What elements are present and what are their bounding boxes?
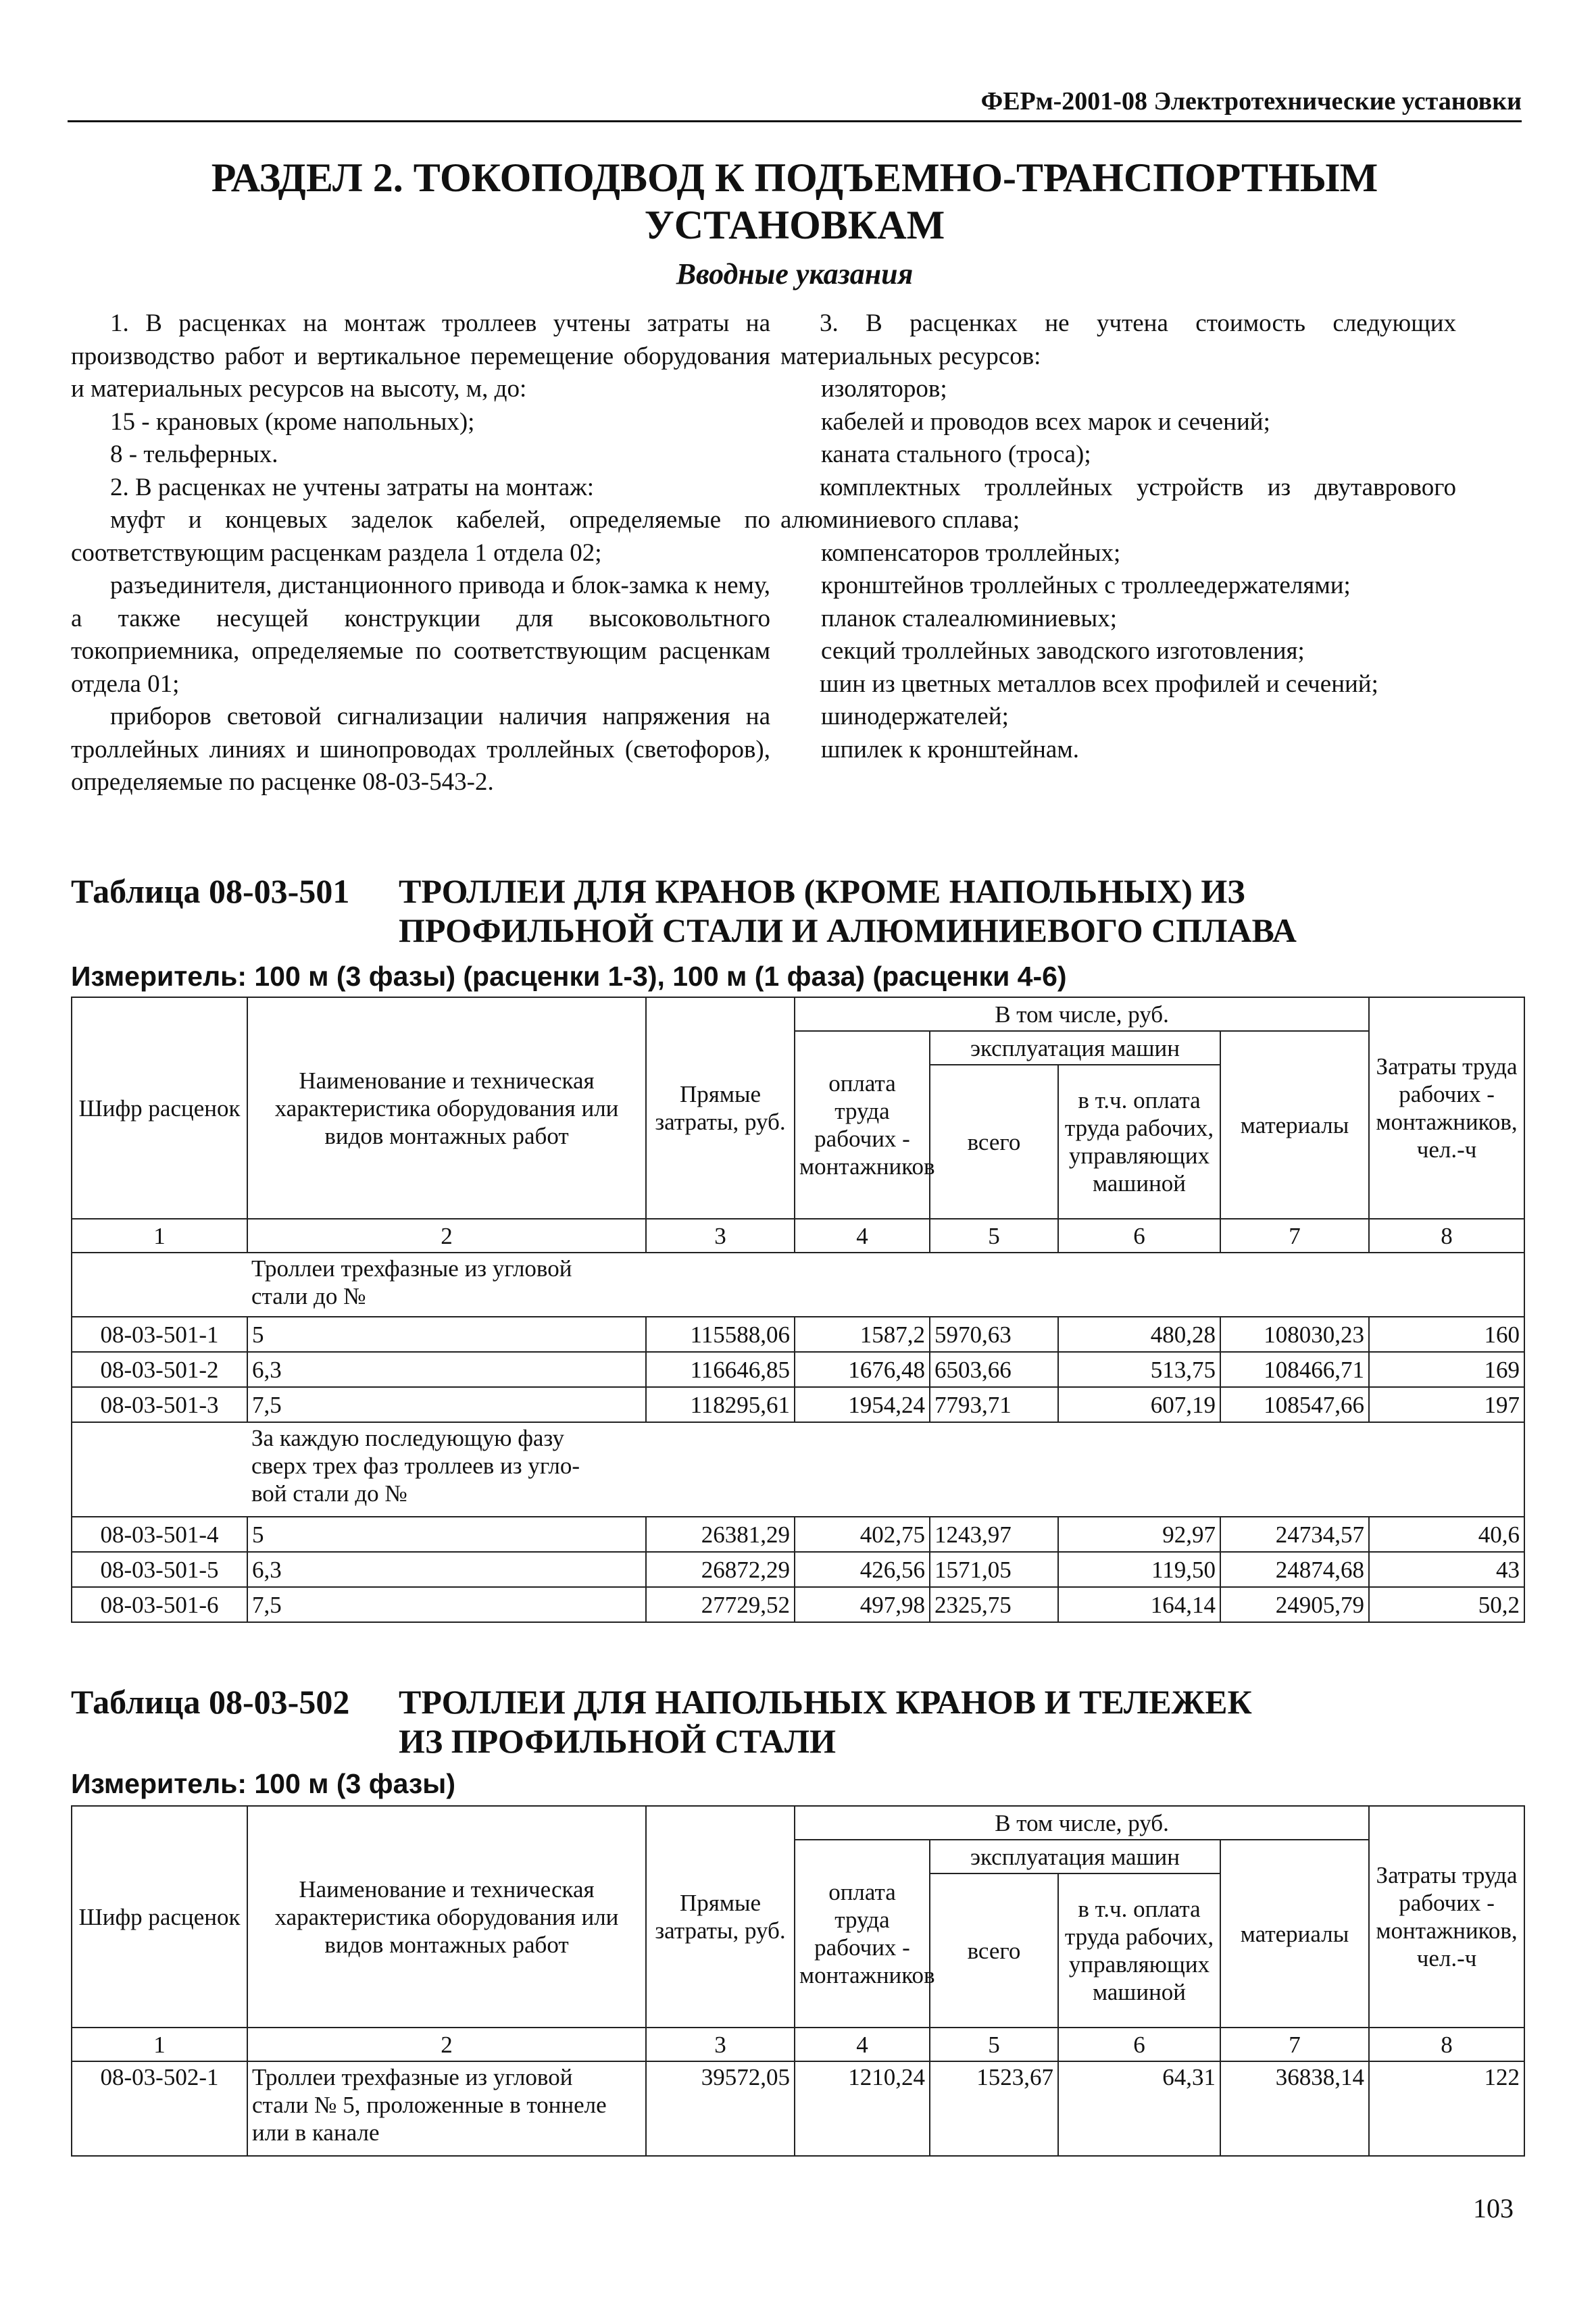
intro-list-item: изоляторов;	[821, 375, 947, 403]
header-materials: материалы	[1220, 1840, 1369, 2028]
cell-wages: 1210,24	[795, 2061, 930, 2156]
col-number: 6	[1058, 2028, 1220, 2061]
cell-code: 08-03-501-2	[72, 1352, 247, 1387]
cell-code: 08-03-501-6	[72, 1587, 247, 1622]
col-number: 4	[795, 1219, 930, 1253]
cell-machine-wages: 480,28	[1058, 1317, 1220, 1352]
header-total: всего	[930, 1873, 1058, 2028]
intro-list-item: каната стального (троса);	[821, 441, 1091, 468]
intro-left-column	[71, 307, 770, 799]
col-number: 3	[646, 2028, 795, 2061]
cell-name-line: или в канале	[252, 2119, 380, 2146]
cell-name: 6,3	[247, 1352, 646, 1387]
group-spacer	[72, 1253, 247, 1317]
cell-direct: 26872,29	[646, 1552, 795, 1587]
header-code: Шифр расценок	[72, 997, 247, 1219]
cell-machines-total: 2325,75	[930, 1587, 1058, 1622]
cell-code: 08-03-501-1	[72, 1317, 247, 1352]
intro-list-item: компенсаторов троллейных;	[821, 538, 1121, 567]
table-2-heading	[71, 1682, 1524, 1763]
cell-wages: 497,98	[795, 1587, 930, 1622]
cell-direct: 27729,52	[646, 1587, 795, 1622]
cell-name: 5	[247, 1317, 646, 1352]
intro-right-column	[780, 307, 1456, 766]
header-machine-wages: в т.ч. оплата труда рабочих, управляющих машиной	[1058, 1065, 1220, 1219]
cell-name: 6,3	[247, 1552, 646, 1587]
group-heading-line: вой стали до №	[251, 1480, 407, 1507]
table-row	[72, 1317, 1524, 1352]
col-number: 7	[1220, 2028, 1369, 2061]
cell-machine-wages: 64,31	[1058, 2061, 1220, 2156]
intro-paragraph: 2. В расценках не учтены затраты на монтаж:	[110, 473, 594, 501]
cell-wages: 1676,48	[795, 1352, 930, 1387]
intro-paragraph: разъединителя, дистанционного привода и блок-замка к нему, а также несущей конструкции для высоковольтного токоприемника, определяемые по соответствующим расценкам отдела 01;	[71, 572, 770, 698]
header-total: всего	[930, 1065, 1058, 1219]
running-header: ФЕРм-2001-08 Электротехнические установки	[68, 86, 1522, 122]
cell-wages: 1587,2	[795, 1317, 930, 1352]
col-number: 8	[1369, 2028, 1524, 2061]
cell-materials: 108030,23	[1220, 1317, 1369, 1352]
cell-labor: 160	[1369, 1317, 1524, 1352]
header-machines: эксплуатация машин	[930, 1031, 1220, 1065]
table-2-measure: Измеритель: 100 м (3 фазы)	[71, 1768, 455, 1799]
cell-machines-total: 5970,63	[930, 1317, 1058, 1352]
section-title	[68, 154, 1522, 249]
cell-machine-wages: 513,75	[1058, 1352, 1220, 1387]
table-1-name	[399, 872, 1520, 950]
table-2-name	[399, 1682, 1520, 1761]
header-labor: Затраты труда рабочих - монтажников, чел.-ч	[1369, 997, 1524, 1219]
group-heading-line: Троллеи трехфазные из угловой	[251, 1255, 572, 1282]
col-number: 2	[247, 1219, 646, 1253]
table-1-name-line-2: ПРОФИЛЬНОЙ СТАЛИ И АЛЮМИНИЕВОГО СПЛАВА	[399, 911, 1297, 949]
intro-paragraph: 15 - крановых (кроме напольных);	[110, 407, 475, 436]
header-machine-wages: в т.ч. оплата труда рабочих, управляющих машиной	[1058, 1873, 1220, 2028]
intro-paragraph: муфт и концевых заделок кабелей, определяемые по соответствующим расценкам раздела 1 отдела 02;	[71, 506, 770, 567]
group-heading	[247, 1253, 1524, 1317]
header-machines: эксплуатация машин	[930, 1840, 1220, 1873]
cell-code: 08-03-501-5	[72, 1552, 247, 1587]
table-1	[71, 997, 1525, 1623]
cell-machines-total: 1523,67	[930, 2061, 1058, 2156]
group-heading-line: стали до №	[251, 1283, 366, 1309]
header-wages: оплата труда рабочих - монтажников	[795, 1031, 930, 1219]
table-row	[72, 1552, 1524, 1587]
cell-wages: 1954,24	[795, 1387, 930, 1422]
cell-name-line: стали № 5, проложенные в тоннеле	[252, 2092, 607, 2118]
cell-name: 5	[247, 1517, 646, 1552]
cell-labor: 43	[1369, 1552, 1524, 1587]
table-row	[72, 1352, 1524, 1387]
cell-code: 08-03-501-4	[72, 1517, 247, 1552]
intro-title: Вводные указания	[676, 257, 914, 291]
cell-wages: 402,75	[795, 1517, 930, 1552]
table-2-name-line-1: ТРОЛЛЕИ ДЛЯ НАПОЛЬНЫХ КРАНОВ И ТЕЛЕЖЕК	[399, 1683, 1252, 1721]
col-number: 5	[930, 1219, 1058, 1253]
cell-materials: 108547,66	[1220, 1387, 1369, 1422]
col-number: 1	[72, 1219, 247, 1253]
table-2-name-line-2: ИЗ ПРОФИЛЬНОЙ СТАЛИ	[399, 1722, 836, 1760]
table-1-label: Таблица 08-03-501	[71, 872, 350, 910]
cell-name: 7,5	[247, 1587, 646, 1622]
section-title-line-2: УСТАНОВКАМ	[644, 203, 945, 247]
cell-machine-wages: 92,97	[1058, 1517, 1220, 1552]
table-2	[71, 1805, 1525, 2157]
table-row	[72, 1517, 1524, 1552]
header-incl: В том числе, руб.	[795, 1806, 1369, 1840]
intro-paragraph: 3. В расценках не учтена стоимость следующих материальных ресурсов:	[780, 309, 1456, 370]
col-number: 3	[646, 1219, 795, 1253]
intro-list-item: кронштейнов троллейных с троллеедержателями;	[821, 572, 1351, 599]
table-1-name-line-1: ТРОЛЛЕИ ДЛЯ КРАНОВ (КРОМЕ НАПОЛЬНЫХ) ИЗ	[399, 872, 1245, 910]
cell-labor: 122	[1369, 2061, 1524, 2156]
cell-machines-total: 6503,66	[930, 1352, 1058, 1387]
cell-direct: 115588,06	[646, 1317, 795, 1352]
intro-list-item: комплектных троллейных устройств из двутаврового алюминиевого сплава;	[780, 473, 1456, 534]
header-materials: материалы	[1220, 1031, 1369, 1219]
cell-machines-total: 1571,05	[930, 1552, 1058, 1587]
intro-list-item: планок сталеалюминиевых;	[821, 604, 1118, 632]
col-number: 2	[247, 2028, 646, 2061]
header-name: Наименование и техническая характеристика оборудования или видов монтажных работ	[247, 1806, 646, 2028]
col-number: 7	[1220, 1219, 1369, 1253]
table-1-measure: Измеритель: 100 м (3 фазы) (расценки 1-3), 100 м (1 фаза) (расценки 4-6)	[71, 961, 1067, 992]
table-1-heading	[71, 872, 1524, 953]
cell-materials: 108466,71	[1220, 1352, 1369, 1387]
table-row	[72, 1387, 1524, 1422]
cell-code: 08-03-501-3	[72, 1387, 247, 1422]
header-incl: В том числе, руб.	[795, 997, 1369, 1031]
cell-labor: 169	[1369, 1352, 1524, 1387]
table-row	[72, 2061, 1524, 2156]
cell-machine-wages: 607,19	[1058, 1387, 1220, 1422]
cell-machine-wages: 164,14	[1058, 1587, 1220, 1622]
cell-materials: 24734,57	[1220, 1517, 1369, 1552]
cell-name	[247, 2061, 646, 2156]
cell-labor: 40,6	[1369, 1517, 1524, 1552]
intro-list-item: кабелей и проводов всех марок и сечений;	[821, 407, 1270, 436]
group-heading-line: сверх трех фаз троллеев из угло-	[251, 1453, 580, 1479]
header-code: Шифр расценок	[72, 1806, 247, 2028]
cell-labor: 50,2	[1369, 1587, 1524, 1622]
table-2-label: Таблица 08-03-502	[71, 1683, 350, 1721]
cell-direct: 116646,85	[646, 1352, 795, 1387]
intro-list-item: шин из цветных металлов всех профилей и сечений;	[820, 670, 1378, 698]
cell-wages: 426,56	[795, 1552, 930, 1587]
header-wages: оплата труда рабочих - монтажников	[795, 1840, 930, 2028]
intro-paragraph: 1. В расценках на монтаж троллеев учтены затраты на производство работ и вертикальное перемещение оборудования и материальных ресурсов на высоту, м, до:	[71, 309, 770, 403]
cell-direct: 39572,05	[646, 2061, 795, 2156]
header-direct: Прямые затраты, руб.	[646, 997, 795, 1219]
page-number: 103	[1473, 2193, 1514, 2223]
table-row	[72, 1587, 1524, 1622]
col-number: 5	[930, 2028, 1058, 2061]
cell-materials: 24874,68	[1220, 1552, 1369, 1587]
header-labor: Затраты труда рабочих - монтажников, чел.-ч	[1369, 1806, 1524, 2028]
group-heading-line: За каждую последующую фазу	[251, 1425, 564, 1451]
cell-machine-wages: 119,50	[1058, 1552, 1220, 1587]
cell-direct: 26381,29	[646, 1517, 795, 1552]
intro-list-item: шинодержателей;	[821, 703, 1009, 730]
cell-materials: 36838,14	[1220, 2061, 1369, 2156]
header-direct: Прямые затраты, руб.	[646, 1806, 795, 2028]
intro-list-item: шпилек к кронштейнам.	[821, 735, 1079, 763]
cell-machines-total: 1243,97	[930, 1517, 1058, 1552]
cell-materials: 24905,79	[1220, 1587, 1369, 1622]
group-spacer	[72, 1422, 247, 1517]
col-number: 4	[795, 2028, 930, 2061]
section-title-line-1: РАЗДЕЛ 2. ТОКОПОДВОД К ПОДЪЕМНО-ТРАНСПОРТНЫМ	[211, 155, 1378, 200]
intro-paragraph: 8 - тельферных.	[110, 441, 278, 468]
cell-direct: 118295,61	[646, 1387, 795, 1422]
header-name: Наименование и техническая характеристика оборудования или видов монтажных работ	[247, 997, 646, 1219]
intro-list-item: секций троллейных заводского изготовления;	[821, 637, 1305, 665]
col-number: 1	[72, 2028, 247, 2061]
cell-labor: 197	[1369, 1387, 1524, 1422]
col-number: 8	[1369, 1219, 1524, 1253]
cell-code: 08-03-502-1	[72, 2061, 247, 2156]
cell-name-line: Троллеи трехфазные из угловой	[252, 2064, 573, 2090]
cell-machines-total: 7793,71	[930, 1387, 1058, 1422]
group-heading	[247, 1422, 1524, 1517]
cell-name: 7,5	[247, 1387, 646, 1422]
intro-paragraph: приборов световой сигнализации наличия напряжения на троллейных линиях и шинопроводах троллейных (светофоров), определяемые по расценке 08-03-543-2.	[71, 703, 770, 796]
col-number: 6	[1058, 1219, 1220, 1253]
